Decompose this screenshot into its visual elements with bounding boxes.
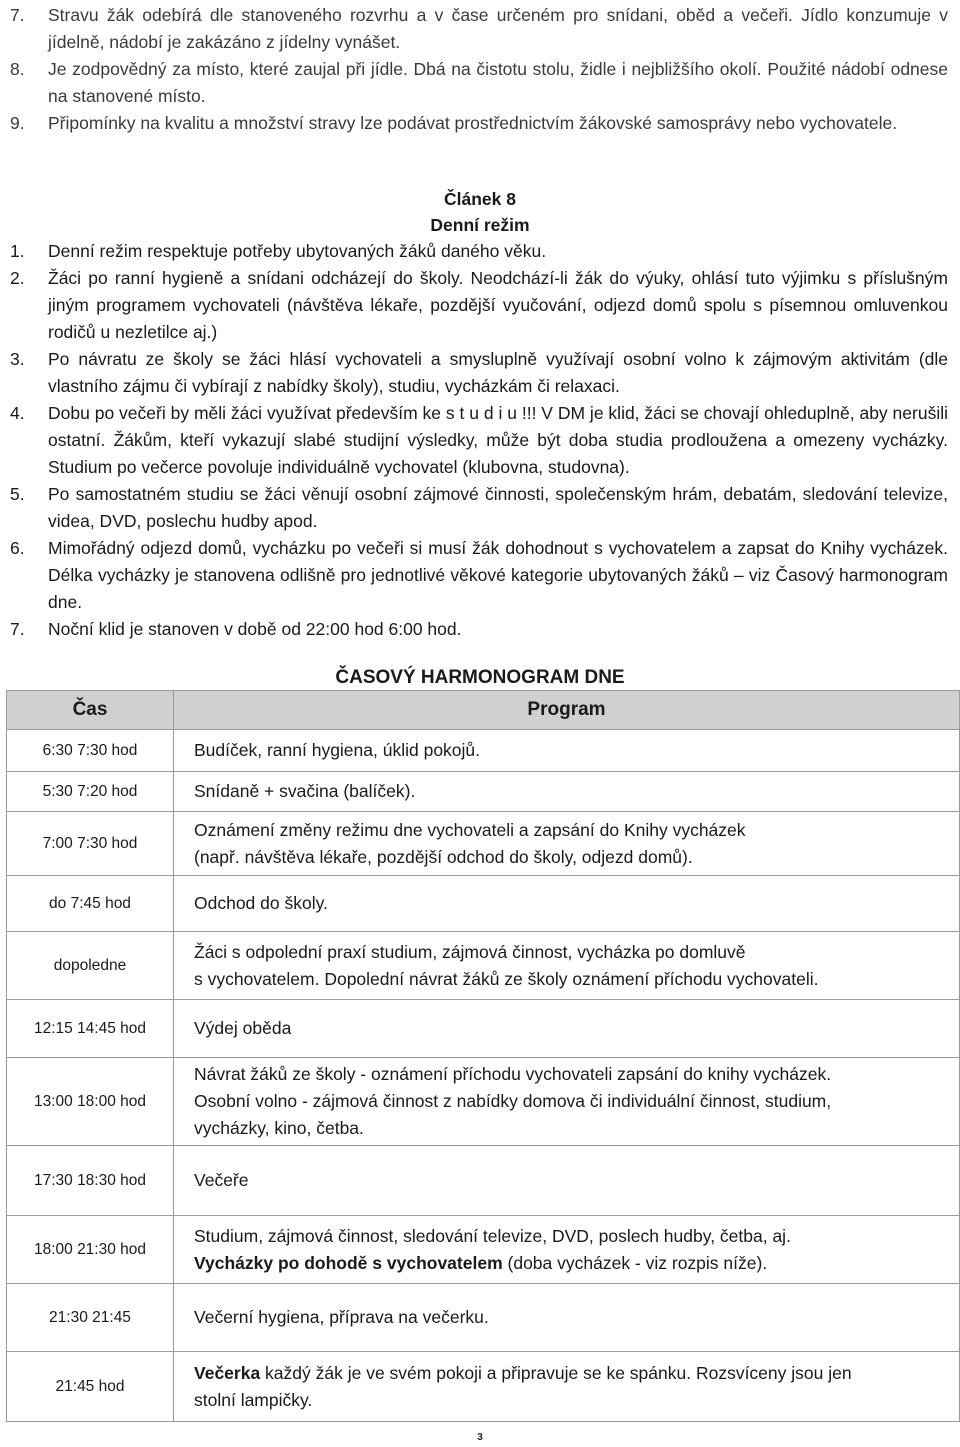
list-item bbox=[10, 616, 948, 643]
column-header-program: Program bbox=[174, 691, 960, 730]
program-line: Žáci s odpolední praxí studium, zájmová činnost, vycházka po domluvě bbox=[194, 941, 746, 962]
list-item-number: 6. bbox=[10, 538, 25, 558]
table-row bbox=[7, 1284, 960, 1352]
list-item bbox=[10, 535, 948, 616]
schedule-program-cell bbox=[174, 1058, 960, 1146]
schedule-header-row bbox=[7, 691, 960, 730]
program-line: Večerní hygiena, příprava na večerku. bbox=[194, 1307, 489, 1327]
page-number: 3 bbox=[477, 1432, 483, 1443]
schedule-time-cell: dopoledne bbox=[7, 932, 174, 1000]
program-line: Budíček, ranní hygiena, úklid pokojů. bbox=[194, 740, 481, 760]
schedule-program-cell bbox=[174, 932, 960, 1000]
program-line: Odchod do školy. bbox=[194, 893, 328, 913]
list-item bbox=[10, 2, 948, 56]
program-line: vycházky, kino, četba. bbox=[194, 1118, 364, 1138]
schedule-program-cell bbox=[174, 876, 960, 932]
list-item-text: Žáci po ranní hygieně a snídani odcházejí do školy. Neodchází-li žák do výuky, ohlásí tuto výjimku s příslušným jiným programem vychovateli (návštěva lékaře, pozdější vyučování, odjezd domů spolu s písemnou omluvenkou rodičů u nezletilce aj.) bbox=[48, 268, 948, 342]
list-item-number: 1. bbox=[10, 241, 25, 261]
list-item-text: Stravu žák odebírá dle stanoveného rozvrhu a v čase určeném pro snídani, oběd a večeři. Jídlo konzumuje v jídelně, nádobí je zakázáno z jídelny vynášet. bbox=[48, 5, 948, 52]
list-item bbox=[10, 481, 948, 535]
column-header-time: Čas bbox=[7, 691, 174, 730]
schedule-title: ČASOVÝ HARMONOGRAM DNE bbox=[335, 667, 625, 688]
table-row bbox=[7, 1352, 960, 1422]
schedule-time-cell: 18:00 21:30 hod bbox=[7, 1216, 174, 1284]
table-row bbox=[7, 932, 960, 1000]
table-row bbox=[7, 772, 960, 812]
daily-regime-list bbox=[10, 238, 948, 643]
list-item-number: 3. bbox=[10, 349, 25, 369]
list-item bbox=[10, 110, 948, 137]
list-item-number: 2. bbox=[10, 268, 25, 288]
schedule-time-cell: 21:45 hod bbox=[7, 1352, 174, 1422]
program-line: Oznámení změny režimu dne vychovateli a zapsání do Knihy vycházek bbox=[194, 819, 746, 840]
program-line: stolní lampičky. bbox=[194, 1389, 313, 1410]
program-line: Studium, zájmová činnost, sledování televize, DVD, poslech hudby, četba, aj. bbox=[194, 1225, 791, 1246]
list-item bbox=[10, 346, 948, 400]
list-item-text: Po samostatném studiu se žáci věnují osobní zájmové činnosti, společenským hrám, debatám, sledování televize, videa, DVD, poslechu hudby apod. bbox=[48, 484, 948, 531]
list-item-text: Připomínky na kvalitu a množství stravy lze podávat prostřednictvím žákovské samosprávy nebo vychovatele. bbox=[48, 113, 898, 133]
schedule-time-cell: 5:30 7:20 hod bbox=[7, 772, 174, 812]
meal-rules-list bbox=[10, 2, 948, 137]
program-line: (např. návštěva lékaře, pozdější odchod do školy, odjezd domů). bbox=[194, 846, 693, 867]
list-item-text: Dobu po večeři by měli žáci využívat především ke s t u d i u !!! V DM je klid, žáci se chovají ohleduplně, aby nerušili ostatní. Žákům, kteří vykazují slabé studijní výsledky, může být doba studia prodloužena a omezeny vycházky. Studium po večerce povoluje individuálně vychovatel (klubovna, studovna). bbox=[48, 403, 948, 477]
table-row bbox=[7, 812, 960, 876]
list-item-number: 4. bbox=[10, 403, 25, 423]
table-row bbox=[7, 730, 960, 772]
list-item-number: 9. bbox=[10, 113, 25, 133]
list-item bbox=[10, 56, 948, 110]
table-row bbox=[7, 876, 960, 932]
schedule-time-cell: 7:00 7:30 hod bbox=[7, 812, 174, 876]
list-item-number: 8. bbox=[10, 59, 25, 79]
list-item-text: Noční klid je stanoven v době od 22:00 hod 6:00 hod. bbox=[48, 619, 462, 639]
list-item bbox=[10, 400, 948, 481]
schedule-program-cell bbox=[174, 730, 960, 772]
schedule-time-cell: 13:00 18:00 hod bbox=[7, 1058, 174, 1146]
list-item-number: 7. bbox=[10, 619, 25, 639]
schedule-program-cell bbox=[174, 1216, 960, 1284]
article-title: Článek 8 bbox=[444, 189, 516, 209]
list-item-number: 5. bbox=[10, 484, 25, 504]
list-item-number: 7. bbox=[10, 5, 25, 25]
table-row bbox=[7, 1146, 960, 1216]
list-item-text: Je zodpovědný za místo, které zaujal při jídle. Dbá na čistotu stolu, židle i nejbližšího okolí. Použité nádobí odnese na stanovené místo. bbox=[48, 59, 948, 106]
schedule-program-cell bbox=[174, 1284, 960, 1352]
program-line: Osobní volno - zájmová činnost z nabídky domova či individuální činnost, studium, bbox=[194, 1091, 832, 1111]
schedule-program-cell bbox=[174, 1146, 960, 1216]
program-line: Výdej oběda bbox=[194, 1018, 292, 1038]
table-row bbox=[7, 1000, 960, 1058]
table-row bbox=[7, 1058, 960, 1146]
schedule-time-cell: 21:30 21:45 bbox=[7, 1284, 174, 1352]
schedule-time-cell: 12:15 14:45 hod bbox=[7, 1000, 174, 1058]
schedule-time-cell: do 7:45 hod bbox=[7, 876, 174, 932]
schedule-program-cell bbox=[174, 812, 960, 876]
list-item-text: Mimořádný odjezd domů, vycházku po večeři si musí žák dohodnout s vychovatelem a zapsat do Knihy vycházek. Délka vycházky je stanovena odlišně pro jednotlivé věkové kategorie ubytovaných žáků – viz Časový harmonogram dne. bbox=[48, 538, 948, 612]
schedule-time-cell: 17:30 18:30 hod bbox=[7, 1146, 174, 1216]
list-item-text: Po návratu ze školy se žáci hlásí vychovateli a smysluplně využívají osobní volno k zájmovým aktivitám (dle vlastního zájmu či vybírají z nabídky školy), studiu, vycházkám či relaxaci. bbox=[48, 349, 948, 396]
schedule-program-cell bbox=[174, 772, 960, 812]
schedule-program-cell bbox=[174, 1000, 960, 1058]
program-line: Návrat žáků ze školy - oznámení příchodu vychovateli zapsání do knihy vycházek. bbox=[194, 1064, 832, 1084]
schedule-table bbox=[6, 690, 960, 1422]
list-item bbox=[10, 238, 948, 265]
list-item bbox=[10, 265, 948, 346]
table-row bbox=[7, 1216, 960, 1284]
schedule-time-cell: 6:30 7:30 hod bbox=[7, 730, 174, 772]
program-line: s vychovatelem. Dopolední návrat žáků ze školy oznámení příchodu vychovateli. bbox=[194, 968, 819, 989]
program-line: Snídaně + svačina (balíček). bbox=[194, 781, 416, 801]
list-item-text: Denní režim respektuje potřeby ubytovaných žáků daného věku. bbox=[48, 241, 547, 261]
article-subtitle: Denní režim bbox=[430, 215, 530, 235]
program-line: Vycházky po dohodě s vychovatelem (doba vycházek - viz rozpis níže). bbox=[194, 1252, 768, 1273]
program-line: Večeře bbox=[194, 1170, 249, 1190]
schedule-program-cell bbox=[174, 1352, 960, 1422]
program-line: Večerka každý žák je ve svém pokoji a připravuje se ke spánku. Rozsvíceny jsou jen bbox=[194, 1362, 852, 1383]
